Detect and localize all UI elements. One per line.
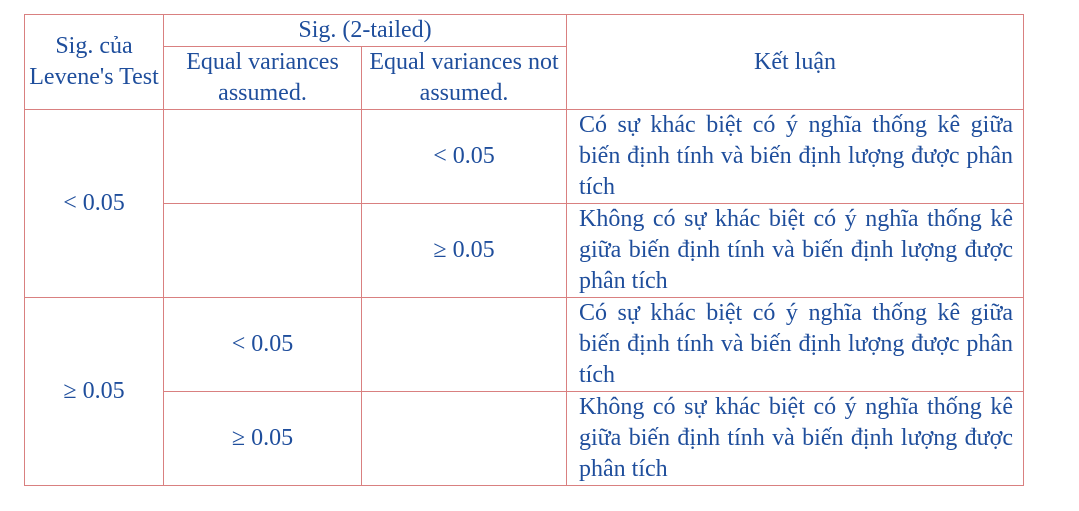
header-conclusion: Kết luận <box>567 15 1024 110</box>
table-row <box>25 110 1024 204</box>
header-levene: Sig. của Levene's Test <box>25 15 164 110</box>
assumed-cell <box>164 204 362 298</box>
header-equal-variances-assumed: Equal variances assumed. <box>164 47 362 110</box>
table-container <box>24 14 1024 486</box>
levene-test-table <box>24 14 1024 486</box>
header-row-top <box>25 15 1024 47</box>
conclusion-cell: Có sự khác biệt có ý nghĩa thống kê giữa biến định tính và biến định lượng được phân tích <box>567 110 1024 204</box>
conclusion-cell: Không có sự khác biệt có ý nghĩa thống kê giữa biến định tính và biến định lượng được phân tích <box>567 204 1024 298</box>
not-assumed-cell: < 0.05 <box>362 110 567 204</box>
conclusion-cell: Có sự khác biệt có ý nghĩa thống kê giữa biến định tính và biến định lượng được phân tích <box>567 298 1024 392</box>
levene-value-cell: < 0.05 <box>25 110 164 298</box>
not-assumed-cell <box>362 392 567 486</box>
header-equal-variances-not-assumed: Equal variances not assumed. <box>362 47 567 110</box>
assumed-cell: < 0.05 <box>164 298 362 392</box>
conclusion-cell: Không có sự khác biệt có ý nghĩa thống kê giữa biến định tính và biến định lượng được phân tích <box>567 392 1024 486</box>
table-row <box>25 392 1024 486</box>
assumed-cell: ≥ 0.05 <box>164 392 362 486</box>
not-assumed-cell <box>362 298 567 392</box>
assumed-cell <box>164 110 362 204</box>
not-assumed-cell: ≥ 0.05 <box>362 204 567 298</box>
levene-value-cell: ≥ 0.05 <box>25 298 164 486</box>
header-sig-2-tailed: Sig. (2-tailed) <box>164 15 567 47</box>
table-row <box>25 204 1024 298</box>
table-row <box>25 298 1024 392</box>
